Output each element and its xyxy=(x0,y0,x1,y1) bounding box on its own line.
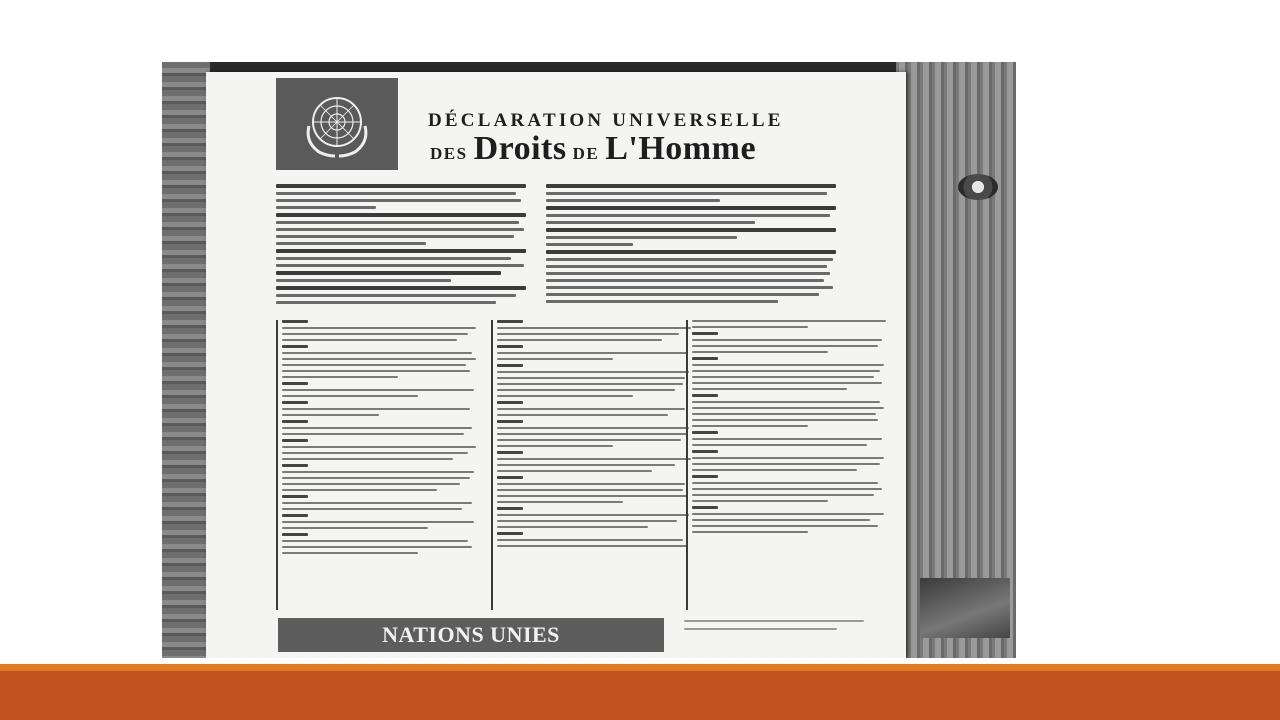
title-des: DES xyxy=(430,144,468,163)
preamble-left xyxy=(276,184,526,308)
footer-banner xyxy=(278,618,664,652)
declaration-poster xyxy=(206,72,906,658)
title-droits: Droits xyxy=(473,130,567,167)
poster-title-line2 xyxy=(430,130,756,168)
un-emblem-icon xyxy=(299,86,375,162)
accent-bar-main xyxy=(0,671,1280,720)
title-de: DE xyxy=(572,144,600,163)
door-knob xyxy=(958,174,998,200)
wooden-door xyxy=(896,62,1016,658)
poster-photo xyxy=(162,62,1016,658)
accent-bar-thin xyxy=(0,664,1280,671)
preamble-right xyxy=(546,184,836,307)
shelf-objects xyxy=(920,578,1010,638)
articles-column-2 xyxy=(491,320,691,610)
poster-title-line1: DÉCLARATION UNIVERSELLE xyxy=(428,110,784,131)
emblem-box xyxy=(276,78,398,170)
footer-text: NATIONS UNIES xyxy=(382,622,560,647)
fine-print xyxy=(684,620,864,636)
wall-left xyxy=(162,62,210,658)
title-homme: L'Homme xyxy=(605,130,757,167)
articles-column-3 xyxy=(686,320,886,610)
articles-column-1 xyxy=(276,320,476,610)
